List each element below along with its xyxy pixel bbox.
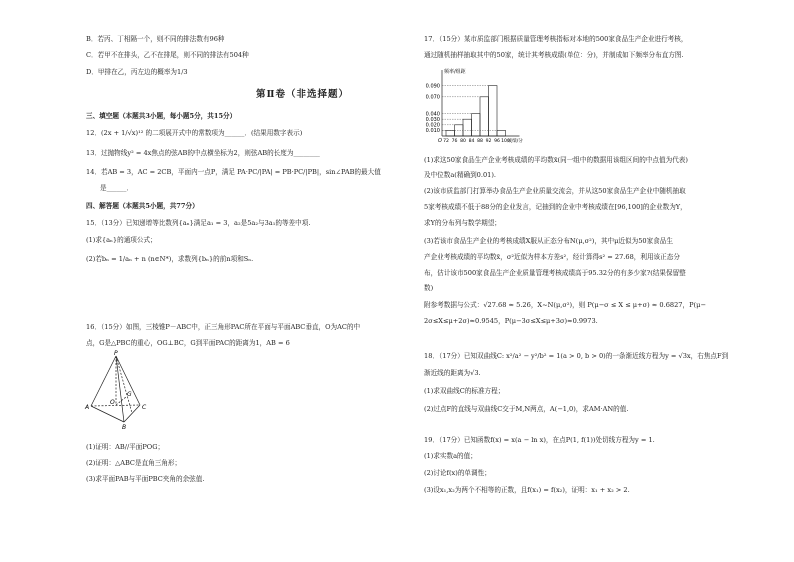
- section-4-heading: 四、解答题（本题共5小题，共77分）: [86, 202, 199, 210]
- question-17-part1-line2: 及中位数a(精确到0.01).: [424, 171, 497, 179]
- label-b: B: [122, 424, 127, 430]
- x-tick-label: 100: [501, 139, 510, 144]
- x-axis-label: 成绩/分: [507, 139, 523, 144]
- option-d: D．甲排在乙，丙左边的概率为1/3: [86, 68, 188, 76]
- question-18-line2: 渐近线的距离为√3.: [424, 369, 481, 377]
- part2-title: 第Ⅱ卷（非选择题）: [256, 89, 350, 100]
- question-14-line2: 是______．: [100, 184, 133, 192]
- label-a: A: [85, 404, 90, 411]
- question-19-part3: (3)设x₁,x₂为两个不相等的正数，且f(x₁) = f(x₂)，证明：x₁ + x₂ > 2.: [424, 486, 630, 494]
- question-17-part3-line2: 产企业考核成绩的平均数x̄，σ²近似为样本方差s²，经计算得s² = 27.68，利用该正态分: [424, 253, 680, 261]
- question-16-part1: (1)证明：AB//平面POG；: [86, 443, 165, 451]
- question-15-part2: (2)若bₙ = 1/aₙ + n (n∈N*)，求数列{bₙ}的前n项和Sₙ.: [86, 255, 254, 263]
- x-tick-label: 88: [477, 139, 483, 144]
- origin-label: O: [438, 138, 442, 144]
- question-17-part3-line1: (3)若该市食品生产企业的考核成绩X服从正态分布N(μ,σ²)，其中μ近似为50家食品生: [424, 237, 673, 245]
- y-tick-label: 0.030: [425, 117, 440, 123]
- question-14-line1: 14．若AB = 3，AC = 2CB，平面内一点P，满足 PA·PC/|PA| = PB·PC/|PB|，sin∠PAB的最大值: [86, 168, 381, 176]
- histogram-bar: [480, 97, 489, 136]
- question-17-reference-line2: 2σ≤X≤μ+2σ)≈0.9545，P(μ−3σ≤X≤μ+3σ)≈0.9973.: [424, 317, 598, 325]
- question-18-part2: (2)过点F的直线与双曲线C交于M,N两点，A(−1,0)，求AM·AN的值.: [424, 405, 629, 413]
- question-18-line1: 18．（17分）已知双曲线C: x²/a² − y²/b² = 1(a > 0, b > 0)的一条渐近线方程为y = √3x，右焦点F到: [424, 352, 729, 360]
- question-17-part3-line3: 布，估计该市500家食品生产企业质量管理考核成绩高于95.32分的有多少家?(结果保留整: [424, 269, 686, 277]
- y-tick-label: 0.070: [425, 94, 440, 101]
- histogram-bar: [497, 130, 506, 136]
- pyramid-figure: [84, 350, 164, 430]
- x-tick-label: 84: [468, 139, 475, 144]
- question-19-line1: 19．（17分）已知函数f(x) = x(a − ln x)，在点P(1, f(1))处切线方程为y = 1.: [424, 436, 655, 444]
- y-tick-label: 0.020: [425, 122, 440, 129]
- label-c: C: [142, 404, 147, 411]
- histogram-bar: [463, 119, 472, 136]
- question-17-part2-line2: 5家考核成绩不低于88分的企业发言，记抽到的企业中考核成绩在[96,100]的企业数为Y，: [424, 203, 687, 211]
- question-16-line2: 点，G是△PBC的重心，OG⊥BC，G到平面PAC的距离为1，AB = 6: [86, 339, 290, 347]
- x-tick-label: 76: [451, 139, 458, 144]
- question-17-part2-line1: (2)该市质监部门打算举办食品生产企业质量交流会，并从这50家食品生产企业中随机抽取: [424, 187, 686, 195]
- option-b: B．若丙、丁相隔一个，则不同的排法数有96种: [86, 35, 225, 43]
- question-19-part2: (2)讨论f(x)的单调性；: [424, 469, 491, 477]
- question-17-part1-line1: (1)求这50家食品生产企业考核成绩的平均数x̄(同一组中的数据用该组区间的中点值为代表): [424, 156, 688, 164]
- option-c: C．若甲不在排头，乙不在排尾，则不同的排法有504种: [86, 51, 249, 59]
- question-16-part2: (2)证明：△ABC是直角三角形；: [86, 459, 182, 467]
- x-tick-label: 92: [485, 139, 492, 144]
- question-15: 15．（13分）已知递增等比数列{aₙ}满足a₁ = 3，a₂是5a₂与3a₁的等差中项.: [86, 219, 311, 227]
- question-16-part3: (3)求平面PAB与平面PBC夹角的余弦值.: [86, 475, 205, 483]
- question-17-part3-line4: 数): [424, 284, 434, 292]
- y-tick-label: 0.010: [425, 128, 440, 135]
- x-tick-label: 80: [460, 139, 466, 144]
- x-tick-label: 96: [494, 139, 500, 144]
- question-17-part2-line3: 求Y的分布列与数学期望；: [424, 219, 501, 227]
- label-p: P: [114, 350, 118, 357]
- frequency-histogram: [418, 66, 556, 148]
- question-18-part1: (1)求双曲线C的标准方程；: [424, 387, 505, 395]
- question-12: 12．(2x + 1/√x)¹² 的二项展开式中的常数项为______．(结果用数字表示): [86, 129, 303, 137]
- question-17-line1: 17．（15分）某市质监部门根据质量管理考核指标对本地的500家食品生产企业进行考核，: [424, 35, 688, 43]
- label-g: G: [127, 391, 132, 398]
- question-15-part1: (1)求{aₙ}的通项公式；: [86, 236, 157, 244]
- y-axis-label: 频率/组距: [444, 69, 466, 75]
- x-tick-label: 72: [443, 139, 449, 144]
- y-tick-label: 0.040: [425, 111, 440, 118]
- question-19-part1: (1)求实数a的值；: [424, 452, 477, 460]
- label-o: O: [110, 399, 115, 406]
- y-tick-label: 0.090: [425, 83, 440, 90]
- question-17-line2: 通过随机抽样抽取其中的50家，统计其考核成绩(单位：分)，并制成如下频率分布直方图.: [424, 51, 684, 59]
- section-3-heading: 三、填空题（本题共3小题，每小题5分，共15分）: [86, 112, 237, 120]
- histogram-bar: [472, 114, 481, 136]
- question-13: 13．过抛物线y² = 4x焦点的弦AB的中点横坐标为2，则弦AB的长度为________: [86, 149, 320, 157]
- question-16-line1: 16．（15分）如图，三棱锥P－ABC中，正三角形PAC所在平面与平面ABC垂直，O为AC的中: [86, 323, 361, 331]
- histogram-bar: [446, 130, 455, 136]
- question-17-reference-line1: 附参考数据与公式：√27.68 ≈ 5.26，X~N(μ,σ²)，则 P(μ−σ ≤ X ≤ μ+σ) ≈ 0.6827，P(μ−: [424, 301, 706, 309]
- histogram-bar: [489, 86, 498, 136]
